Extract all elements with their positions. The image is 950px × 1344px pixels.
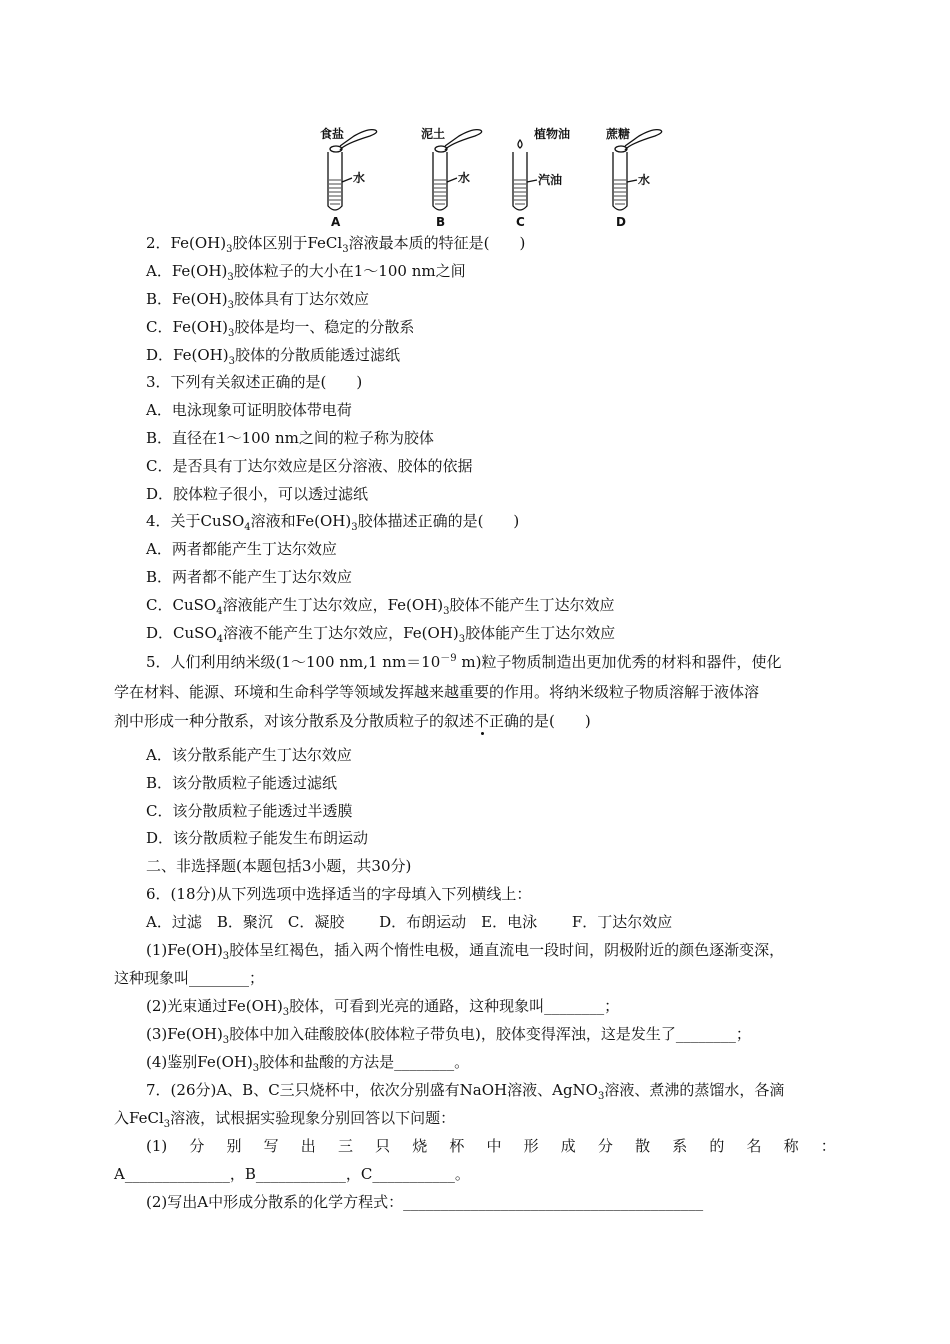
q5-line-2: 学在材料、能源、环境和生命科学等领域发挥越来越重要的作用。将纳米级粒子物质溶解于液体溶 <box>114 683 760 701</box>
q6-part-4: (4)鉴别$Fe(OH)_3$胶体和盐酸的方法是________。 <box>146 1053 470 1074</box>
q2-option-b: B．$Fe(OH)_3$胶体具有丁达尔效应 <box>146 290 369 311</box>
q2-option-d: D．$Fe(OH)_3$胶体的分散质能透过滤纸 <box>146 346 400 367</box>
tube-d-letter: D <box>616 215 626 229</box>
q4-option-b: B．两者都不能产生丁达尔效应 <box>146 568 353 586</box>
q6-part-3: $(3)Fe(OH)_3$胶体中加入硅酸胶体(胶体粒子带负电)，胶体变得浑浊，这是发生了________； <box>146 1025 751 1046</box>
tube-c-substance: 植物油 <box>534 127 571 141</box>
q6-part-1: $(1)Fe(OH)_3$胶体呈红褐色，插入两个惰性电极，通直流电一段时间，阴极附近的颜色逐渐变深， <box>146 941 785 962</box>
tube-b-letter: B <box>436 215 446 229</box>
q7-part-1: (1) 分 别 写 出 三 只 烧 杯 中 形 成 分 散 系 的 名 称 ： <box>146 1137 836 1155</box>
test-tube-figure <box>300 118 680 230</box>
q5-option-c: C．该分散质粒子能透过半透膜 <box>146 802 353 820</box>
tube-b-substance: 泥土 <box>421 127 446 141</box>
tube-c-liquid: 汽油 <box>538 173 563 187</box>
q7-part-1-blanks: A______________，B____________，C___________。 <box>114 1165 470 1183</box>
q3-option-b: B．直径在1～100 nm之间的粒子称为胶体 <box>146 429 434 447</box>
tube-d-substance: 蔗糖 <box>606 127 631 141</box>
q3-option-c: C．是否具有丁达尔效应是区分溶液、胶体的依据 <box>146 457 473 475</box>
q5-option-b: B．该分散质粒子能透过滤纸 <box>146 774 338 792</box>
q7-part-2: (2)写出A中形成分散系的化学方程式：________________________________________ <box>146 1193 704 1211</box>
tube-c-letter: C <box>516 215 525 229</box>
q2-option-c: C．$Fe(OH)_3$胶体是均一、稳定的分散系 <box>146 318 415 339</box>
tube-d-liquid: 水 <box>638 173 651 187</box>
q6-choices: A．过滤 B．聚沉 C．凝胶 D．布朗运动 E．电泳 F．丁达尔效应 <box>146 913 673 931</box>
tube-a-liquid: 水 <box>353 171 366 185</box>
q5-option-a: A．该分散系能产生丁达尔效应 <box>146 746 352 764</box>
q6-part-1-cont: 这种现象叫________； <box>114 969 265 987</box>
section-heading: 二、非选择题(本题包括3小题，共30分) <box>146 857 412 875</box>
q6-stem: 6．(18分)从下列选项中选择适当的字母填入下列横线上： <box>146 885 532 903</box>
q6-part-2: (2)光束通过$Fe(OH)_3$胶体，可看到光亮的通路，这种现象叫________； <box>146 997 620 1018</box>
tube-a-substance: 食盐 <box>320 127 345 141</box>
q3-option-d: D．胶体粒子很小，可以透过滤纸 <box>146 485 369 503</box>
q3-option-a: A．电泳现象可证明胶体带电荷 <box>146 401 352 419</box>
q2-stem: 2．$Fe(OH)_3$胶体区别于FeCl$_3$溶液最本质的特征是( ) <box>146 234 526 255</box>
q4-option-d: D．CuSO$_4$溶液不能产生丁达尔效应，$Fe(OH)_3$胶体能产生丁达尔效应 <box>146 624 616 645</box>
emphasis-dot: 不 <box>474 712 490 730</box>
q7-line-2: 入FeCl$_3$溶液，试根据实验现象分别回答以下问题： <box>114 1109 456 1130</box>
q7-line-1: 7．(26分)A、B、C三只烧杯中，依次分别盛有NaOH溶液、AgNO$_3$溶液、煮沸的蒸馏水，各滴 <box>146 1081 785 1102</box>
q4-stem: 4．关于CuSO$_4$溶液和$Fe(OH)_3$胶体描述正确的是( ) <box>146 512 520 533</box>
q4-option-c: C．CuSO$_4$溶液能产生丁达尔效应，$Fe(OH)_3$胶体不能产生丁达尔效应 <box>146 596 615 617</box>
q3-stem: 3．下列有关叙述正确的是( ) <box>146 373 363 391</box>
tube-a-letter: A <box>331 215 341 229</box>
q2-option-a: A．$Fe(OH)_3$胶体粒子的大小在1～100 nm之间 <box>146 262 466 283</box>
q5-line-3: 剂中形成一种分散系，对该分散系及分散质粒子的叙述不正确的是( ) <box>114 712 591 730</box>
q4-option-a: A．两者都能产生丁达尔效应 <box>146 540 337 558</box>
q5-option-d: D．该分散质粒子能发生布朗运动 <box>146 829 369 847</box>
q5-line-1: 5．人们利用纳米级(1～100 nm,1 $nm=10^{-9}$ m)粒子物质制造出更加优秀的材料和器件，使化 <box>146 653 782 671</box>
tube-b-liquid: 水 <box>458 171 471 185</box>
